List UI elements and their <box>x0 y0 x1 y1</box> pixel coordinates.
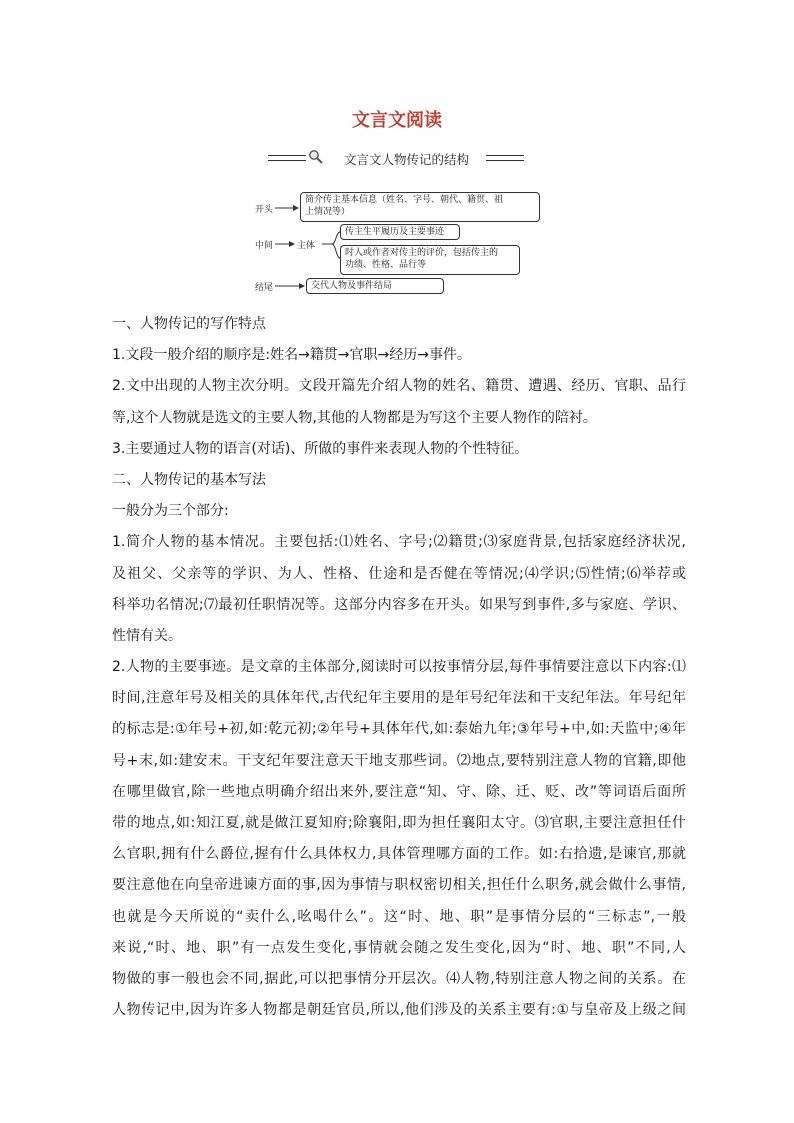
text-line: 么官职,拥有什么爵位,握有什么具体权力,具体管理哪方面的工作。如:右拾遗,是谏官,那就 <box>112 846 686 863</box>
text-line: 3.主要通过人物的语言(对话)、所做的事件来表现人物的个性特征。 <box>112 440 529 457</box>
text-line: 一般分为三个部分: <box>112 503 229 520</box>
text-line: 号+末,如:建安末。干支纪年要注意天干地支那些词。⑵地点,要特别注意人物的官籍,即他 <box>112 752 686 769</box>
diagram-box-main-deeds: 传主生平履历及主要事迹 <box>340 224 460 240</box>
text-line: 的标志是:①年号+初,如:乾元初;②年号+具体年代,如:泰始九年;③年号+中,如:天监中;④年 <box>112 721 686 738</box>
text-line: 人物传记中,因为许多人物都是朝廷官员,所以,他们涉及的关系主要有:①与皇帝及上级之间 <box>112 1002 686 1019</box>
diagram-box-opening-line2: 上情况等） <box>305 207 351 217</box>
section-subheading <box>268 150 528 170</box>
text-line: 带的地点,如:知江夏,就是做江夏知府;除襄阳,即为担任襄阳太守。⑶官职,主要注意担任什 <box>112 815 686 831</box>
text-line: 1.简介人物的基本情况。主要包括:⑴姓名、字号;⑵籍贯;⑶家庭背景,包括家庭经济状况, <box>112 534 686 551</box>
text-line: 在哪里做官,除一些地点明确介绍出来外,要注意“知、守、除、迁、贬、改”等词语后面所 <box>112 783 686 800</box>
text-line: 2.人物的主要事迹。是文章的主体部分,阅读时可以按事情分层,每件事情要注意以下内容:⑴ <box>112 659 686 676</box>
text-line: 也就是今天所说的“卖什么,吆喝什么”。这“时、地、职”是事情分层的“三标志”,一般 <box>112 908 686 925</box>
text-line: 等,这个人物就是选文的主要人物,其他的人物都是为写这个主要人物作的陪衬。 <box>112 409 597 426</box>
diagram-box-opening <box>300 192 540 222</box>
section-heading: 一、人物传记的写作特点 <box>112 316 266 332</box>
subheading-text: 文言文人物传记的结构 <box>344 152 470 167</box>
text-line: 要注意他在向皇帝进谏方面的事,因为事情与职权密切相关,担任什么职务,就会做什么事情, <box>112 877 686 894</box>
structure-diagram <box>250 188 550 300</box>
text-line: 2.文中出现的人物主次分明。文段开篇先介绍人物的姓名、籍贯、遭遇、经历、官职、品行 <box>112 378 686 395</box>
section-heading: 二、人物传记的基本写法 <box>112 471 266 488</box>
diagram-box-evaluation-line1: 时人或作者对传主的评价，包括传主的 <box>345 248 499 258</box>
diagram-box-opening-line1: 简介传主基本信息（姓名、字号、朝代、籍贯、祖 <box>305 195 504 205</box>
text-line: 时间,注意年号及相关的具体年代,古代纪年主要用的是年号纪年法和干支纪年法。年号纪年 <box>112 690 686 707</box>
decorative-double-rule-left <box>268 155 306 161</box>
diagram-box-main-evaluation <box>340 245 520 275</box>
diagram-box-ending: 交代人物及事件结局 <box>306 278 444 294</box>
diagram-label-main: 主体 <box>297 241 316 251</box>
decorative-double-rule-right <box>486 155 524 161</box>
text-line: 科举功名情况;⑺最初任职情况等。这部分内容多在开头。如果写到事件,多与家庭、学识、 <box>112 596 686 613</box>
text-line: 性情有关。 <box>112 627 182 644</box>
diagram-label-middle: 中间 <box>255 241 274 251</box>
text-line: 及祖父、父亲等的学识、为人、性格、仕途和是否健在等情况;⑷学识;⑸性情;⑹举荐或 <box>112 565 686 582</box>
diagram-label-ending: 结尾 <box>255 283 274 293</box>
diagram-box-evaluation-line2: 功绩、性格、品行等 <box>345 260 427 270</box>
text-line: 来说,“时、地、职”有一点发生变化,事情就会随之发生变化,因为“时、地、职”不同,人 <box>112 939 686 956</box>
diagram-label-opening: 开头 <box>255 205 274 215</box>
page-title: 文言文阅读 <box>352 110 442 131</box>
body-text <box>112 309 686 1026</box>
text-line: 物做的事一般也会不同,据此,可以把事情分开层次。⑷人物,特别注意人物之间的关系。在 <box>112 970 686 987</box>
magnifier-icon <box>308 149 324 165</box>
text-line: 1.文段一般介绍的顺序是:姓名→籍贯→官职→经历→事件。 <box>112 347 471 364</box>
